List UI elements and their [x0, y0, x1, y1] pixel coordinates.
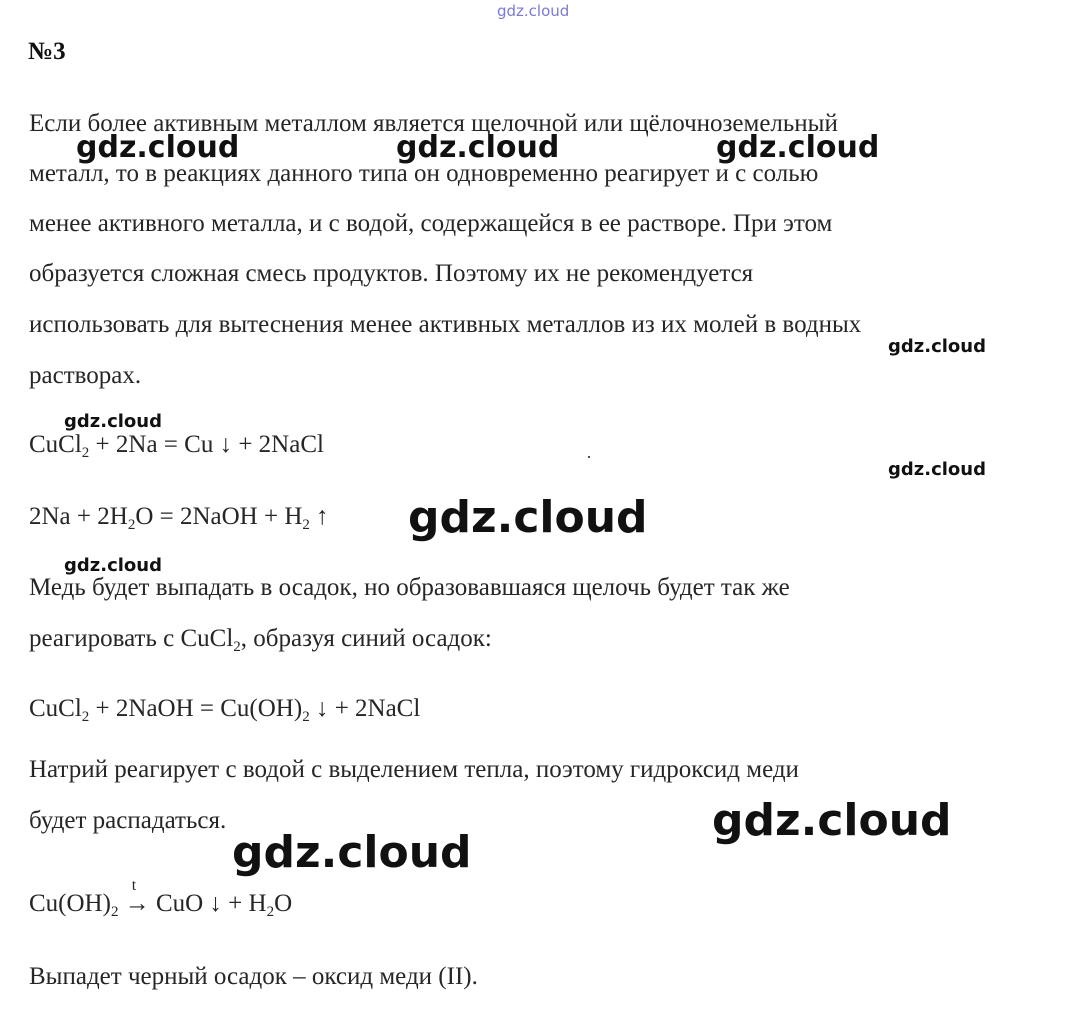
equation-part: CuCl	[29, 695, 82, 722]
watermark: gdz.cloud	[232, 827, 472, 878]
paragraph-line: Натрий реагирует с водой с выделением тепла, поэтому гидроксид меди	[29, 756, 799, 783]
equation-1	[29, 430, 324, 460]
paragraph-line: менее активного металла, и с водой, содержащейся в ее растворе. При этом	[29, 210, 833, 237]
stray-dot	[588, 456, 590, 458]
problem-number: №3	[28, 38, 66, 65]
paragraph-line: растворах.	[29, 362, 142, 389]
subscript: 2	[127, 517, 136, 533]
subscript: 2	[302, 709, 310, 725]
subscript: 2	[266, 904, 275, 920]
watermark: gdz.cloud	[888, 459, 986, 480]
equation-2	[29, 502, 329, 532]
subscript: 2	[302, 517, 310, 533]
equation-part: + 2Na = Cu ↓ + 2NaCl	[89, 431, 324, 458]
equation-part: CuO ↓ + H	[149, 890, 267, 917]
watermark: gdz.cloud	[716, 130, 880, 165]
paragraph-line: будет распадаться.	[29, 807, 227, 834]
paragraph-line: использовать для вытеснения менее активных металлов из их молей в водных	[29, 311, 862, 338]
equation-part: + 2NaOH = Cu(OH)	[89, 695, 303, 722]
equation-part: 2Na + 2H	[29, 503, 128, 530]
equation-part: ↓ + 2NaCl	[309, 695, 421, 722]
equation-4	[29, 877, 293, 920]
equation-part: O	[274, 890, 293, 917]
conclusion-line: Выпадет черный осадок – оксид меди (II).	[29, 963, 478, 990]
site-link[interactable]: gdz.cloud	[497, 2, 570, 20]
equation-part: ↑	[309, 503, 329, 530]
watermark: gdz.cloud	[396, 130, 560, 165]
watermark: gdz.cloud	[64, 555, 162, 576]
watermark: gdz.cloud	[64, 411, 162, 432]
equation-part: O = 2NaOH + H	[135, 503, 303, 530]
subscript: 2	[233, 639, 241, 655]
subscript: 2	[110, 904, 119, 920]
equation-3	[29, 694, 420, 724]
watermark: gdz.cloud	[888, 336, 986, 357]
watermark: gdz.cloud	[712, 795, 952, 846]
paragraph-line: образуется сложная смесь продуктов. Поэтому их не рекомендуется	[29, 260, 754, 287]
paragraph-line: Медь будет выпадать в осадок, но образовавшаяся щелочь будет так же	[29, 574, 790, 601]
arrow-label: t	[131, 877, 137, 894]
arrow-symbol: →	[124, 890, 150, 917]
subscript: 2	[81, 445, 90, 461]
equation-part: CuCl	[29, 431, 82, 458]
paragraph-line: Если более активным металлом является щелочной или щёлочноземельный	[29, 110, 838, 137]
watermark: gdz.cloud	[408, 492, 648, 543]
text-part: реагировать с CuCl	[29, 625, 234, 652]
subscript: 2	[81, 709, 90, 725]
paragraph-line	[29, 624, 492, 654]
text-part: , образуя синий осадок:	[240, 625, 492, 652]
watermark: gdz.cloud	[76, 130, 240, 165]
equation-part: Cu(OH)	[29, 890, 111, 917]
paragraph-line: металл, то в реакциях данного типа он одновременно реагирует и с солью	[29, 160, 819, 187]
heat-arrow	[124, 877, 150, 919]
